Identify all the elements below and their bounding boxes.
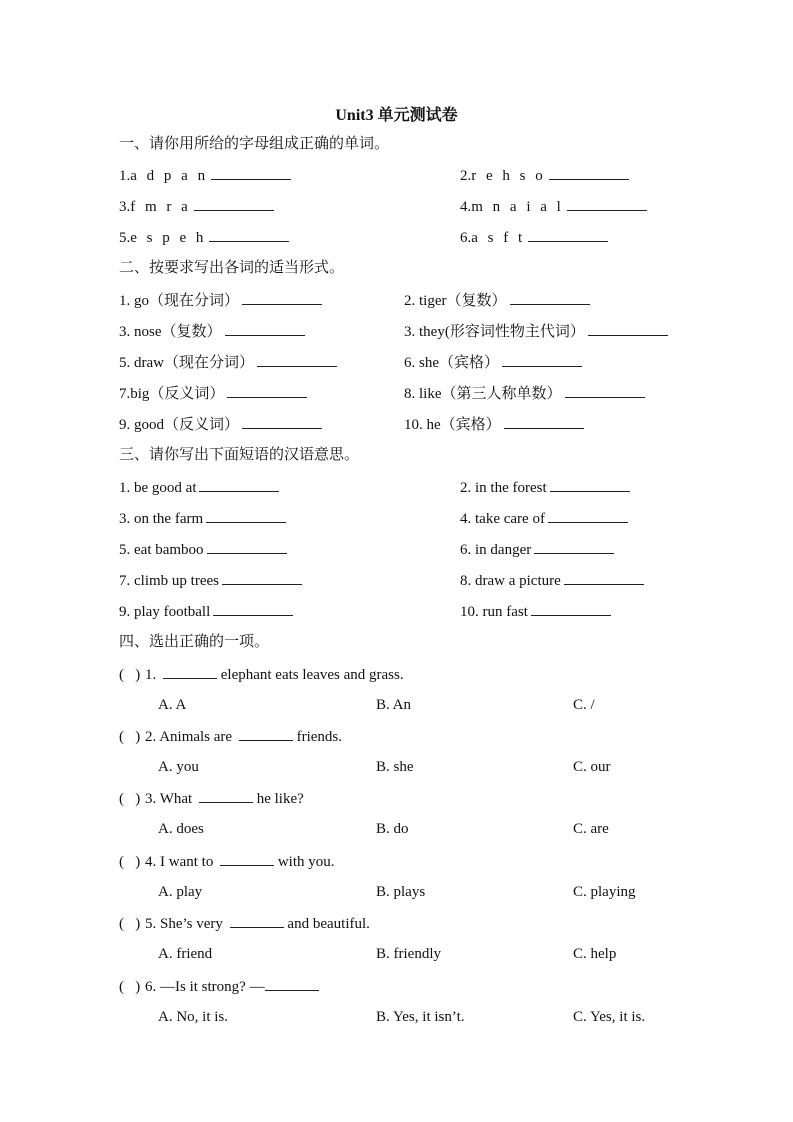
list-item (404, 320, 668, 343)
answer-blank[interactable] (225, 320, 305, 336)
question-6 (0, 975, 793, 997)
answer-paren[interactable]: ( ) (119, 729, 141, 745)
question-stem (119, 850, 335, 873)
question-3 (0, 787, 793, 809)
item-text: 7. climb up trees (119, 573, 219, 589)
answer-blank[interactable] (207, 538, 287, 554)
answer-blank[interactable] (528, 226, 608, 242)
answer-blank[interactable] (531, 600, 611, 616)
option-c[interactable]: C. are (573, 821, 609, 837)
list-item (119, 320, 305, 343)
s2-row-1 (0, 289, 793, 311)
answer-paren[interactable]: ( ) (119, 916, 141, 932)
item-text: 1. be good at (119, 480, 197, 496)
option-c[interactable]: C. Yes, it is. (573, 1009, 646, 1025)
question-num: 3. (145, 791, 157, 807)
question-4-options (0, 881, 793, 903)
answer-paren[interactable]: ( ) (119, 854, 141, 870)
answer-blank[interactable] (230, 912, 284, 928)
option-a[interactable]: A. play (158, 884, 203, 900)
item-text: 2. in the forest (460, 480, 547, 496)
s2-row-5 (0, 413, 793, 435)
item-num: 3. (119, 199, 131, 215)
answer-blank[interactable] (227, 382, 307, 398)
item-text: 3. on the farm (119, 511, 204, 527)
question-after: elephant eats leaves and grass. (220, 667, 404, 683)
answer-blank[interactable] (206, 507, 286, 523)
list-item (404, 289, 590, 312)
list-item (119, 195, 274, 218)
item-num: 5. (119, 230, 131, 246)
question-stem (119, 975, 319, 998)
answer-blank[interactable] (213, 600, 293, 616)
answer-blank[interactable] (199, 787, 253, 803)
question-after: and beautiful. (287, 916, 370, 932)
question-before: I want to (160, 854, 214, 870)
answer-blank[interactable] (163, 663, 217, 679)
list-item (119, 351, 337, 374)
question-before: What (159, 791, 193, 807)
item-num: 4. (460, 199, 472, 215)
question-2 (0, 725, 793, 747)
list-item (460, 195, 647, 218)
s1-row-3 (0, 226, 793, 248)
option-a[interactable]: A. friend (158, 946, 213, 962)
option-b[interactable]: B. she (376, 759, 414, 775)
s3-row-2 (0, 507, 793, 529)
answer-blank[interactable] (239, 725, 293, 741)
item-text: 6. in danger (460, 542, 532, 558)
list-item (404, 351, 582, 374)
question-before: Animals are (159, 729, 233, 745)
s2-row-4 (0, 382, 793, 404)
item-letters: e s p e h (130, 230, 207, 246)
option-a[interactable]: A. A (158, 697, 187, 713)
option-b[interactable]: B. friendly (376, 946, 441, 962)
s2-row-3 (0, 351, 793, 373)
list-item (460, 476, 630, 499)
item-text: 3. nose（复数） (119, 324, 222, 340)
option-b[interactable]: B. do (376, 821, 409, 837)
answer-blank[interactable] (504, 413, 584, 429)
option-c[interactable]: C. our (573, 759, 611, 775)
answer-blank[interactable] (534, 538, 614, 554)
option-b[interactable]: B. Yes, it isn’t. (376, 1009, 465, 1025)
question-stem (119, 787, 304, 810)
section2-heading: 二、按要求写出各词的适当形式。 (119, 260, 345, 276)
question-stem (119, 725, 342, 748)
s3-row-1 (0, 476, 793, 498)
list-item (119, 569, 302, 592)
list-item (119, 164, 291, 187)
option-c[interactable]: C. playing (573, 884, 636, 900)
answer-blank[interactable] (209, 226, 289, 242)
answer-blank[interactable] (564, 569, 644, 585)
question-5-options (0, 943, 793, 965)
s1-row-2 (0, 195, 793, 217)
question-3-options (0, 818, 793, 840)
list-item (460, 600, 611, 623)
list-item (460, 226, 608, 249)
item-text: 8. draw a picture (460, 573, 561, 589)
answer-blank[interactable] (565, 382, 645, 398)
item-text: 4. take care of (460, 511, 545, 527)
answer-blank[interactable] (567, 195, 647, 211)
answer-paren[interactable]: ( ) (119, 667, 141, 683)
option-a[interactable]: A. does (158, 821, 204, 837)
list-item (404, 413, 584, 436)
list-item (460, 507, 628, 530)
option-b[interactable]: B. plays (376, 884, 426, 900)
answer-paren[interactable]: ( ) (119, 791, 141, 807)
answer-blank[interactable] (265, 975, 319, 991)
item-text: 3. they(形容词性物主代词） (404, 324, 585, 340)
item-text: 1. go（现在分词） (119, 293, 240, 309)
question-num: 6. (145, 979, 157, 995)
item-letters: r e h s o (471, 168, 546, 184)
list-item (404, 382, 645, 405)
question-2-options (0, 756, 793, 778)
question-4 (0, 850, 793, 872)
question-after: friends. (296, 729, 342, 745)
item-letters: a s f t (471, 230, 526, 246)
question-6-options (0, 1006, 793, 1028)
answer-blank[interactable] (257, 351, 337, 367)
s3-row-3 (0, 538, 793, 560)
list-item (460, 538, 614, 561)
question-before: She’s very (160, 916, 223, 932)
list-item (460, 569, 644, 592)
s3-row-5 (0, 600, 793, 622)
list-item (119, 226, 289, 249)
item-num: 6. (460, 230, 472, 246)
answer-blank[interactable] (550, 476, 630, 492)
option-a[interactable]: A. No, it is. (158, 1009, 229, 1025)
question-5 (0, 912, 793, 934)
question-num: 2. (145, 729, 157, 745)
section1-heading: 一、请你用所给的字母组成正确的单词。 (119, 136, 390, 152)
list-item (119, 476, 279, 499)
item-text: 6. she（宾格） (404, 355, 499, 371)
question-stem (119, 663, 404, 686)
question-num: 4. (145, 854, 157, 870)
question-1 (0, 663, 793, 685)
section4-heading: 四、选出正确的一项。 (119, 634, 270, 650)
list-item (119, 289, 322, 312)
answer-blank[interactable] (242, 289, 322, 305)
option-c[interactable]: C. help (573, 946, 617, 962)
question-after: he like? (256, 791, 304, 807)
item-letters: a d p a n (130, 168, 209, 184)
item-text: 9. play football (119, 604, 211, 620)
item-num: 1. (119, 168, 131, 184)
list-item (119, 413, 322, 436)
answer-blank[interactable] (502, 351, 582, 367)
answer-paren[interactable]: ( ) (119, 979, 141, 995)
item-text: 2. tiger（复数） (404, 293, 507, 309)
s3-row-4 (0, 569, 793, 591)
page-title: Unit3 单元测试卷 (335, 107, 458, 124)
answer-blank[interactable] (222, 569, 302, 585)
question-after: with you. (277, 854, 335, 870)
item-num: 2. (460, 168, 472, 184)
list-item (119, 600, 293, 623)
section3-heading: 三、请你写出下面短语的汉语意思。 (119, 447, 360, 463)
item-text: 7.big（反义词） (119, 386, 225, 402)
answer-blank[interactable] (194, 195, 274, 211)
list-item (119, 507, 286, 530)
item-text: 5. eat bamboo (119, 542, 204, 558)
answer-blank[interactable] (220, 850, 274, 866)
option-a[interactable]: A. you (158, 759, 199, 775)
question-num: 5. (145, 916, 157, 932)
item-letters: f m r a (130, 199, 191, 215)
s2-row-2 (0, 320, 793, 342)
question-num: 1. (145, 667, 157, 683)
item-text: 5. draw（现在分词） (119, 355, 254, 371)
s1-row-1 (0, 164, 793, 186)
answer-blank[interactable] (588, 320, 668, 336)
answer-blank[interactable] (199, 476, 279, 492)
answer-blank[interactable] (242, 413, 322, 429)
answer-blank[interactable] (548, 507, 628, 523)
answer-blank[interactable] (549, 164, 629, 180)
item-text: 10. run fast (460, 604, 528, 620)
list-item (119, 538, 287, 561)
question-stem (119, 912, 370, 935)
item-letters: m n a i a l (471, 199, 564, 215)
option-b[interactable]: B. An (376, 697, 412, 713)
list-item (119, 382, 307, 405)
answer-blank[interactable] (211, 164, 291, 180)
item-text: 8. like（第三人称单数） (404, 386, 562, 402)
item-text: 10. he（宾格） (404, 417, 501, 433)
question-before: —Is it strong? — (160, 979, 265, 995)
option-c[interactable]: C. / (573, 697, 595, 713)
answer-blank[interactable] (510, 289, 590, 305)
item-text: 9. good（反义词） (119, 417, 240, 433)
question-1-options (0, 694, 793, 716)
list-item (460, 164, 629, 187)
